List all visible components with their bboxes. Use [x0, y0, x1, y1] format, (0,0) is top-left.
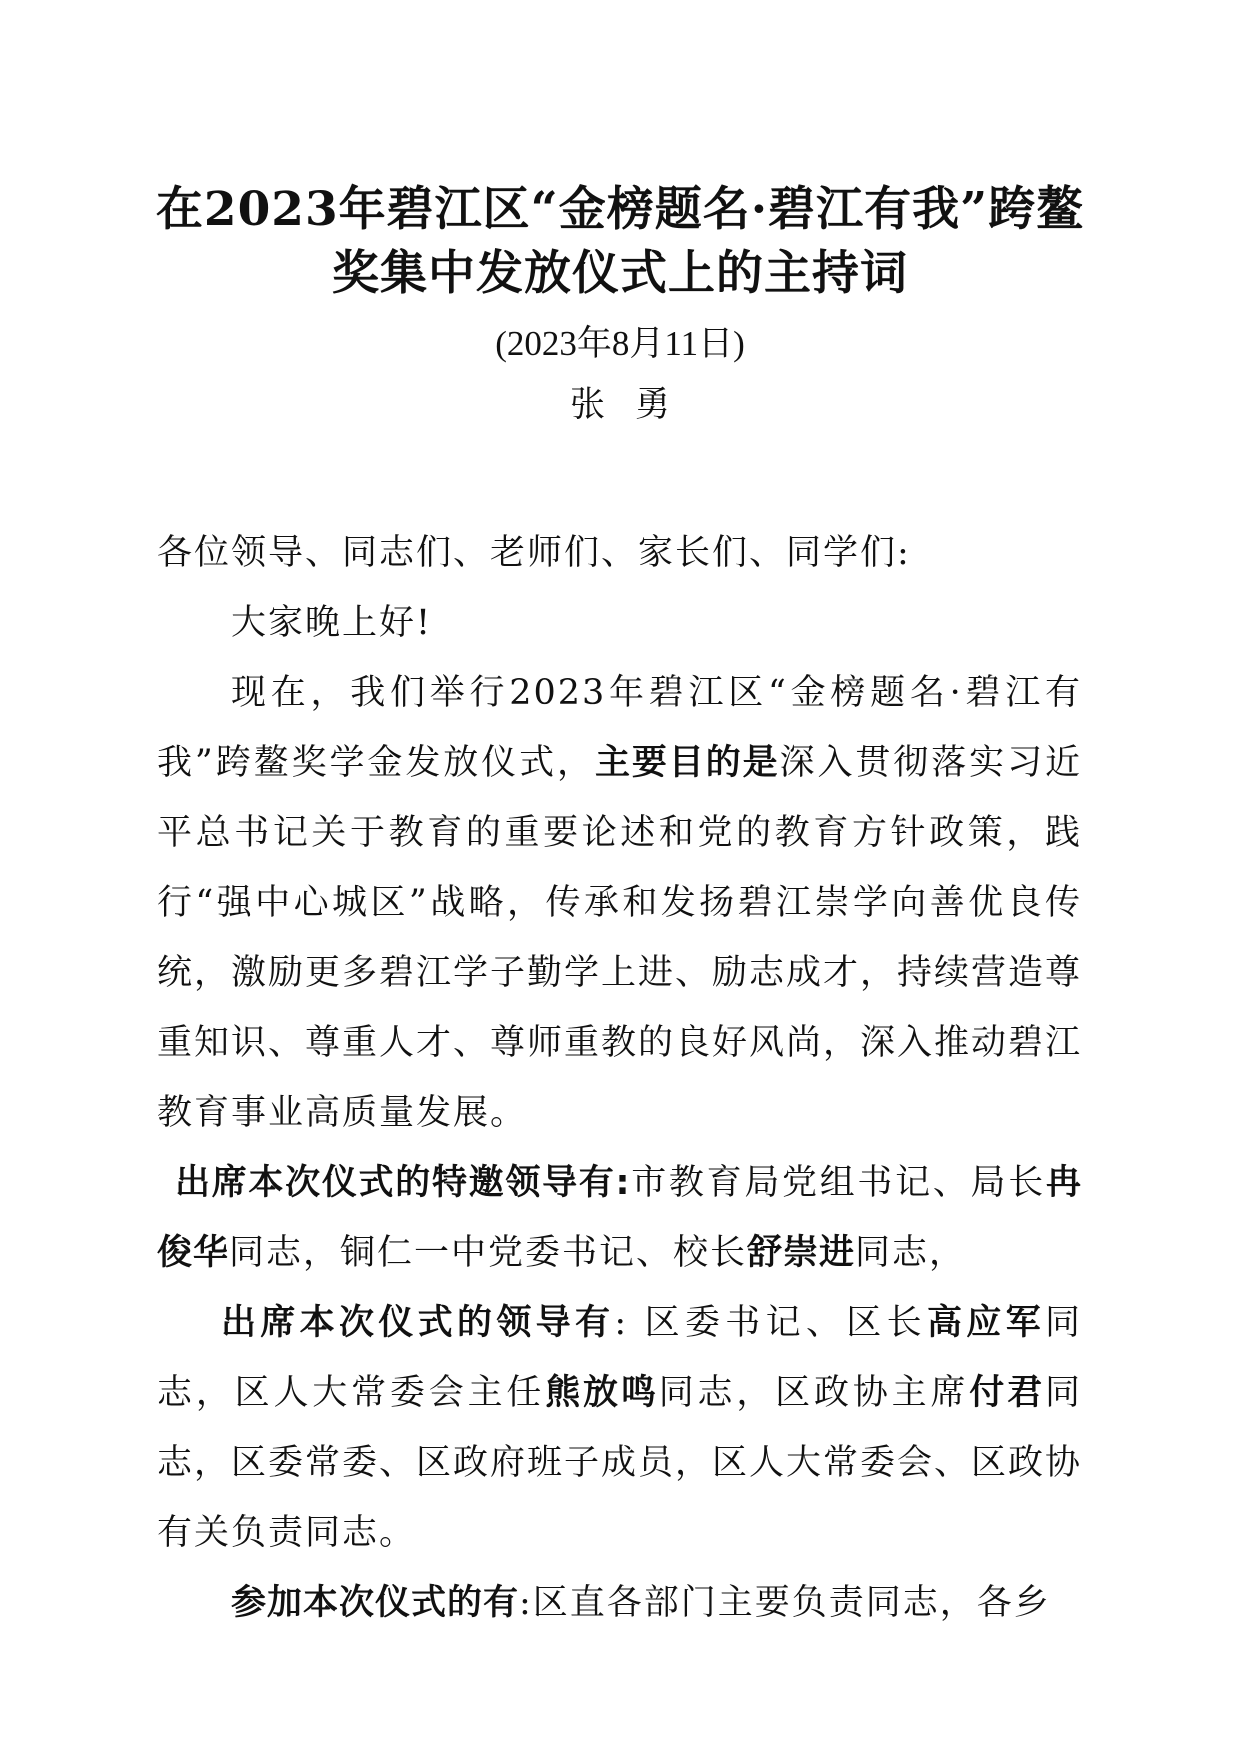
purpose-text-1: 现在，我们举行2023年碧江区“金榜题名·碧江有我”跨鳌奖学金发放仪式， — [157, 673, 1082, 783]
document-date: (2023年8月11日) — [495, 324, 745, 363]
document-body — [157, 518, 1082, 1638]
document-title — [130, 178, 1110, 306]
paragraph-purpose — [157, 658, 1082, 1148]
purpose-text-2: 深入贯彻落实习近平总书记关于教育的重要论述和党的教育方针政策，践行“强中心城区”战略，传承和发扬碧江崇学向善优良传统，激励更多碧江学子勤学上进、励志成才，持续营造尊重知识、尊重人才、尊师重教的良好风尚，深入推动碧江教育事业高质量发展。 — [157, 743, 1083, 1133]
leader-name-3: 付君 — [969, 1373, 1045, 1413]
guest-name-1: 冉俊华 — [157, 1163, 1082, 1273]
paragraph-attendees — [157, 1568, 1082, 1638]
paragraph-special-guests — [157, 1148, 1082, 1288]
greeting: 大家晚上好! — [231, 603, 433, 643]
leader-name-2: 熊放鸣 — [545, 1373, 659, 1413]
leaders-text-1: : 区委书记、区长 — [614, 1303, 927, 1343]
attendees-label: 参加本次仪式的有 — [231, 1583, 520, 1623]
salutation: 各位领导、同志们、老师们、家长们、同学们: — [157, 533, 911, 573]
title-line-2: 奖集中发放仪式上的主持词 — [332, 246, 908, 301]
special-guests-text-1: 市教育局党组书记、局长 — [630, 1163, 1046, 1203]
title-line-1: 在2023年碧江区“金榜题名·碧江有我”跨鳌 — [155, 182, 1085, 237]
paragraph-leaders — [157, 1288, 1082, 1568]
leaders-text-4: 同志，区委常委、区政府班子成员，区人大常委会、区政协有关负责同志。 — [157, 1373, 1083, 1553]
leaders-text-2: 同志，区人大常委会主任 — [157, 1303, 1082, 1413]
special-guests-text-2: 同志，铜仁一中党委书记、校长 — [229, 1233, 748, 1273]
special-guests-label: 出席本次仪式的特邀领导有: — [175, 1163, 631, 1203]
document-author: 张勇 — [569, 385, 700, 425]
leaders-text-3: 同志，区政协主席 — [658, 1373, 970, 1413]
special-guests-text-3: 同志， — [855, 1233, 967, 1273]
attendees-text: :区直各部门主要负责同志，各乡 — [519, 1583, 1051, 1623]
leaders-label: 出席本次仪式的领导有 — [221, 1303, 615, 1343]
purpose-bold-label: 主要目的是 — [594, 743, 780, 783]
leader-name-1: 高应军 — [926, 1303, 1045, 1343]
guest-name-2: 舒崇进 — [747, 1233, 856, 1273]
